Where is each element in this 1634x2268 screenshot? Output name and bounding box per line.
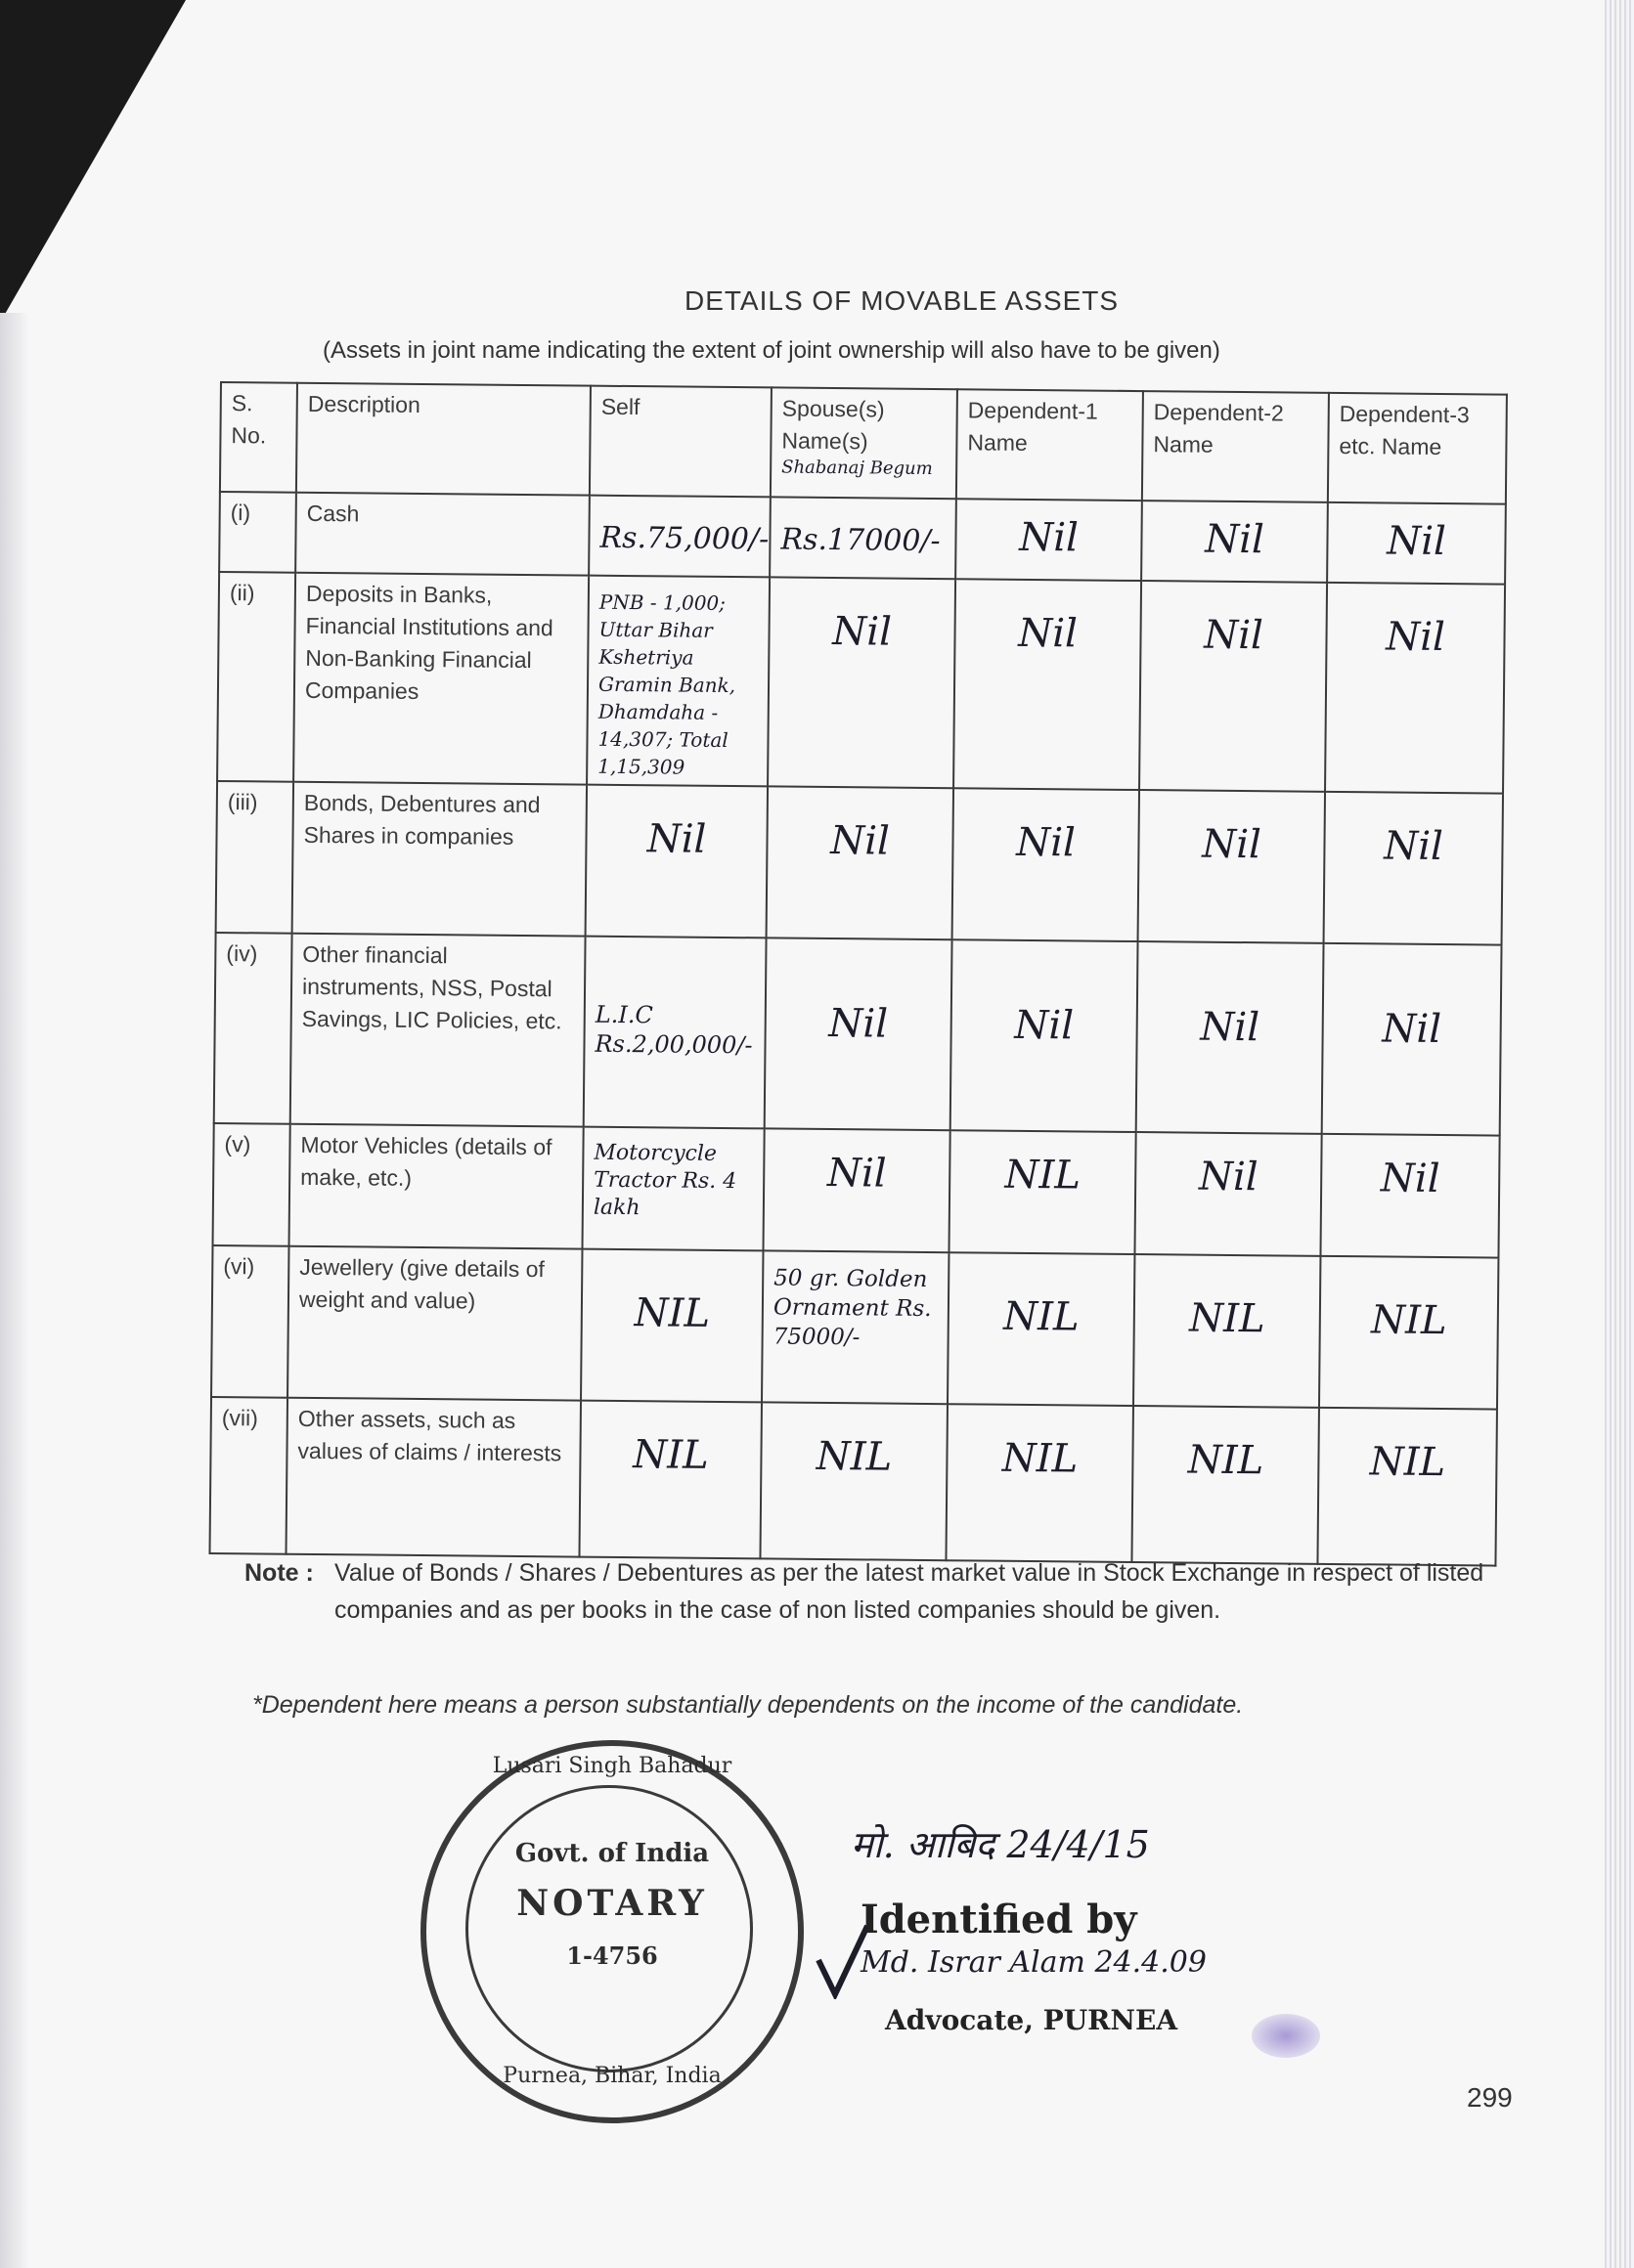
note-text: Value of Bonds / Shares / Debentures as per the latest market value in Stock Exchange in respect of listed companies and as per books in the case of non listed companies should be given. (334, 1559, 1484, 1624)
handwritten-value: L.I.C Rs.2,00,000/- (595, 1000, 753, 1060)
seal-top-text: Lusari Singh Bahadur (492, 1754, 732, 1778)
candidate-signature: मो. आबिद 24/4/15 (851, 1823, 1150, 1866)
advocate-signature: Md. Israr Alam 24.4.09 (861, 1945, 1207, 1980)
ink-stamp-mark (1252, 2014, 1320, 2058)
row-spouse (768, 577, 955, 788)
table-row (216, 781, 1503, 945)
handwritten-value: Rs.75,000/- (599, 520, 770, 557)
header-sno: S. No. (220, 382, 297, 493)
table-row (214, 933, 1502, 1136)
row-spouse (760, 1402, 948, 1560)
notary-seal (420, 1740, 804, 2123)
handwritten-value: Nil (1383, 823, 1444, 870)
header-dep2: Dependent-2 Name (1142, 391, 1329, 502)
row-sno: (iv) (214, 933, 292, 1124)
scan-right-edge (1605, 0, 1634, 2268)
row-spouse (765, 938, 952, 1130)
row-dep1 (946, 1404, 1133, 1562)
handwritten-value: Nil (646, 816, 707, 862)
handwritten-value: Nil (1386, 614, 1446, 661)
row-dep2 (1139, 581, 1327, 792)
row-dep3 (1320, 1134, 1499, 1258)
table-header-row (220, 382, 1507, 504)
row-spouse (763, 1128, 949, 1252)
handwritten-value: Nil (1200, 1004, 1260, 1051)
handwritten-value: NIL (1369, 1439, 1446, 1486)
handwritten-value: Nil (826, 1150, 887, 1197)
row-dep3 (1325, 583, 1505, 794)
row-dep3 (1317, 1408, 1497, 1566)
handwritten-value: Nil (1018, 610, 1079, 657)
note-label: Note : (244, 1559, 314, 1587)
row-description: Cash (295, 493, 590, 576)
handwritten-value: NIL (1188, 1295, 1265, 1342)
handwritten-value: Nil (829, 818, 891, 864)
row-description: Deposits in Banks, Financial Institutions and Non-Banking Financial Companies (293, 573, 589, 785)
handwritten-value: Nil (832, 609, 893, 655)
row-self (582, 1127, 764, 1251)
handwritten-value: NIL (633, 1432, 709, 1478)
row-dep2 (1138, 790, 1325, 943)
handwritten-value: Nil (1014, 1002, 1075, 1049)
handwritten-value: Nil (1015, 819, 1077, 866)
row-dep1 (948, 1252, 1134, 1406)
row-dep2 (1131, 1406, 1319, 1564)
advocate-title: Advocate, PURNEA (885, 2004, 1178, 2036)
page-title: DETAILS OF MOVABLE ASSETS (685, 285, 1120, 316)
header-dep1: Dependent-1 Name (956, 389, 1143, 501)
handwritten-value: Nil (1018, 514, 1080, 561)
seal-reg-text: 1-4756 (566, 1941, 658, 1970)
row-description: Motor Vehicles (details of make, etc.) (289, 1124, 584, 1249)
row-dep1 (952, 788, 1139, 941)
handwritten-value: Motorcycle Tractor Rs. 4 lakh (593, 1140, 737, 1221)
page-subtitle: (Assets in joint name indicating the extent of joint ownership will also have to be given) (323, 337, 1220, 364)
table-row (211, 1245, 1498, 1410)
table-row (209, 1397, 1496, 1566)
handwritten-value: NIL (816, 1433, 893, 1480)
seal-notary-text: NOTARY (516, 1883, 708, 1924)
handwritten-value: PNB - 1,000; Uttar Bihar Kshetriya Gramin Bank, Dhamdaha - 14,307; Total 1,15,309 (597, 589, 736, 779)
row-self (581, 1249, 763, 1403)
row-dep2 (1141, 501, 1328, 583)
handwritten-value: Rs.17000/- (780, 522, 941, 559)
row-description: Other financial instruments, NSS, Postal Savings, LIC Policies, etc. (290, 934, 586, 1127)
row-spouse (767, 786, 953, 939)
row-dep3 (1324, 792, 1503, 945)
row-dep1 (949, 1130, 1135, 1254)
seal-govt-text: Govt. of India (514, 1839, 710, 1868)
page-number: 299 (1467, 2082, 1513, 2113)
identified-by-label: Identified by (861, 1897, 1137, 1942)
handwritten-value: Nil (1204, 612, 1264, 659)
table-row (219, 492, 1506, 585)
handwritten-value: NIL (1002, 1293, 1080, 1340)
row-dep2 (1134, 1132, 1321, 1256)
row-self (584, 937, 767, 1129)
row-spouse (762, 1250, 949, 1404)
row-dep1 (955, 499, 1142, 581)
handwritten-value: NIL (1004, 1152, 1082, 1199)
table-row (213, 1123, 1500, 1258)
handwritten-value: 50 gr. Golden Ornament Rs. 75000/- (773, 1265, 932, 1351)
handwritten-value: Nil (1386, 518, 1447, 565)
dependent-footnote: *Dependent here means a person substantially dependents on the income of the candidate. (252, 1691, 1244, 1719)
handwritten-value: Nil (1204, 516, 1265, 563)
handwritten-value: Nil (1382, 1006, 1442, 1053)
handwritten-value: Nil (1198, 1154, 1259, 1200)
handwritten-value: NIL (634, 1290, 711, 1336)
row-self (589, 496, 771, 578)
header-description: Description (296, 383, 591, 496)
row-sno: (ii) (217, 572, 295, 782)
handwritten-value: Nil (1380, 1156, 1440, 1202)
scan-shadow-corner (0, 0, 186, 323)
handwritten-value: Nil (1201, 821, 1262, 868)
scan-left-edge (0, 313, 29, 2268)
row-sno: (vi) (211, 1245, 288, 1398)
spouse-name-handwritten: Shabanaj Begum (781, 457, 933, 479)
header-self: Self (590, 386, 772, 498)
row-sno: (i) (219, 492, 296, 573)
seal-bottom-text: Purnea, Bihar, India (503, 2064, 722, 2088)
handwritten-value: NIL (1001, 1435, 1079, 1482)
row-dep1 (950, 939, 1138, 1132)
row-description: Bonds, Debentures and Shares in companies (292, 782, 587, 937)
table-row (217, 572, 1505, 794)
row-dep3 (1322, 943, 1502, 1136)
row-self (587, 576, 770, 787)
row-description: Other assets, such as values of claims / interests (286, 1398, 581, 1557)
row-dep3 (1319, 1256, 1498, 1410)
row-sno: (v) (213, 1123, 290, 1246)
row-spouse (770, 497, 956, 579)
assets-table (208, 381, 1507, 1567)
row-description: Jewellery (give details of weight and value) (287, 1246, 582, 1401)
header-spouse-label: Spouse(s) Name(s) (781, 395, 885, 455)
note-block (244, 1554, 1525, 1629)
row-dep2 (1133, 1254, 1320, 1408)
handwritten-value: NIL (1187, 1437, 1264, 1484)
handwritten-value: NIL (1370, 1297, 1447, 1344)
row-sno: (vii) (209, 1397, 287, 1554)
row-self (586, 785, 768, 938)
row-dep3 (1327, 502, 1506, 585)
row-dep1 (953, 579, 1141, 790)
seal-inner-ring (465, 1785, 753, 2072)
row-sno: (iii) (216, 781, 293, 934)
header-dep3: Dependent-3 etc. Name (1328, 393, 1507, 504)
handwritten-value: Nil (828, 1001, 889, 1047)
row-self (579, 1401, 762, 1559)
header-spouse (771, 387, 957, 499)
row-dep2 (1136, 941, 1324, 1134)
